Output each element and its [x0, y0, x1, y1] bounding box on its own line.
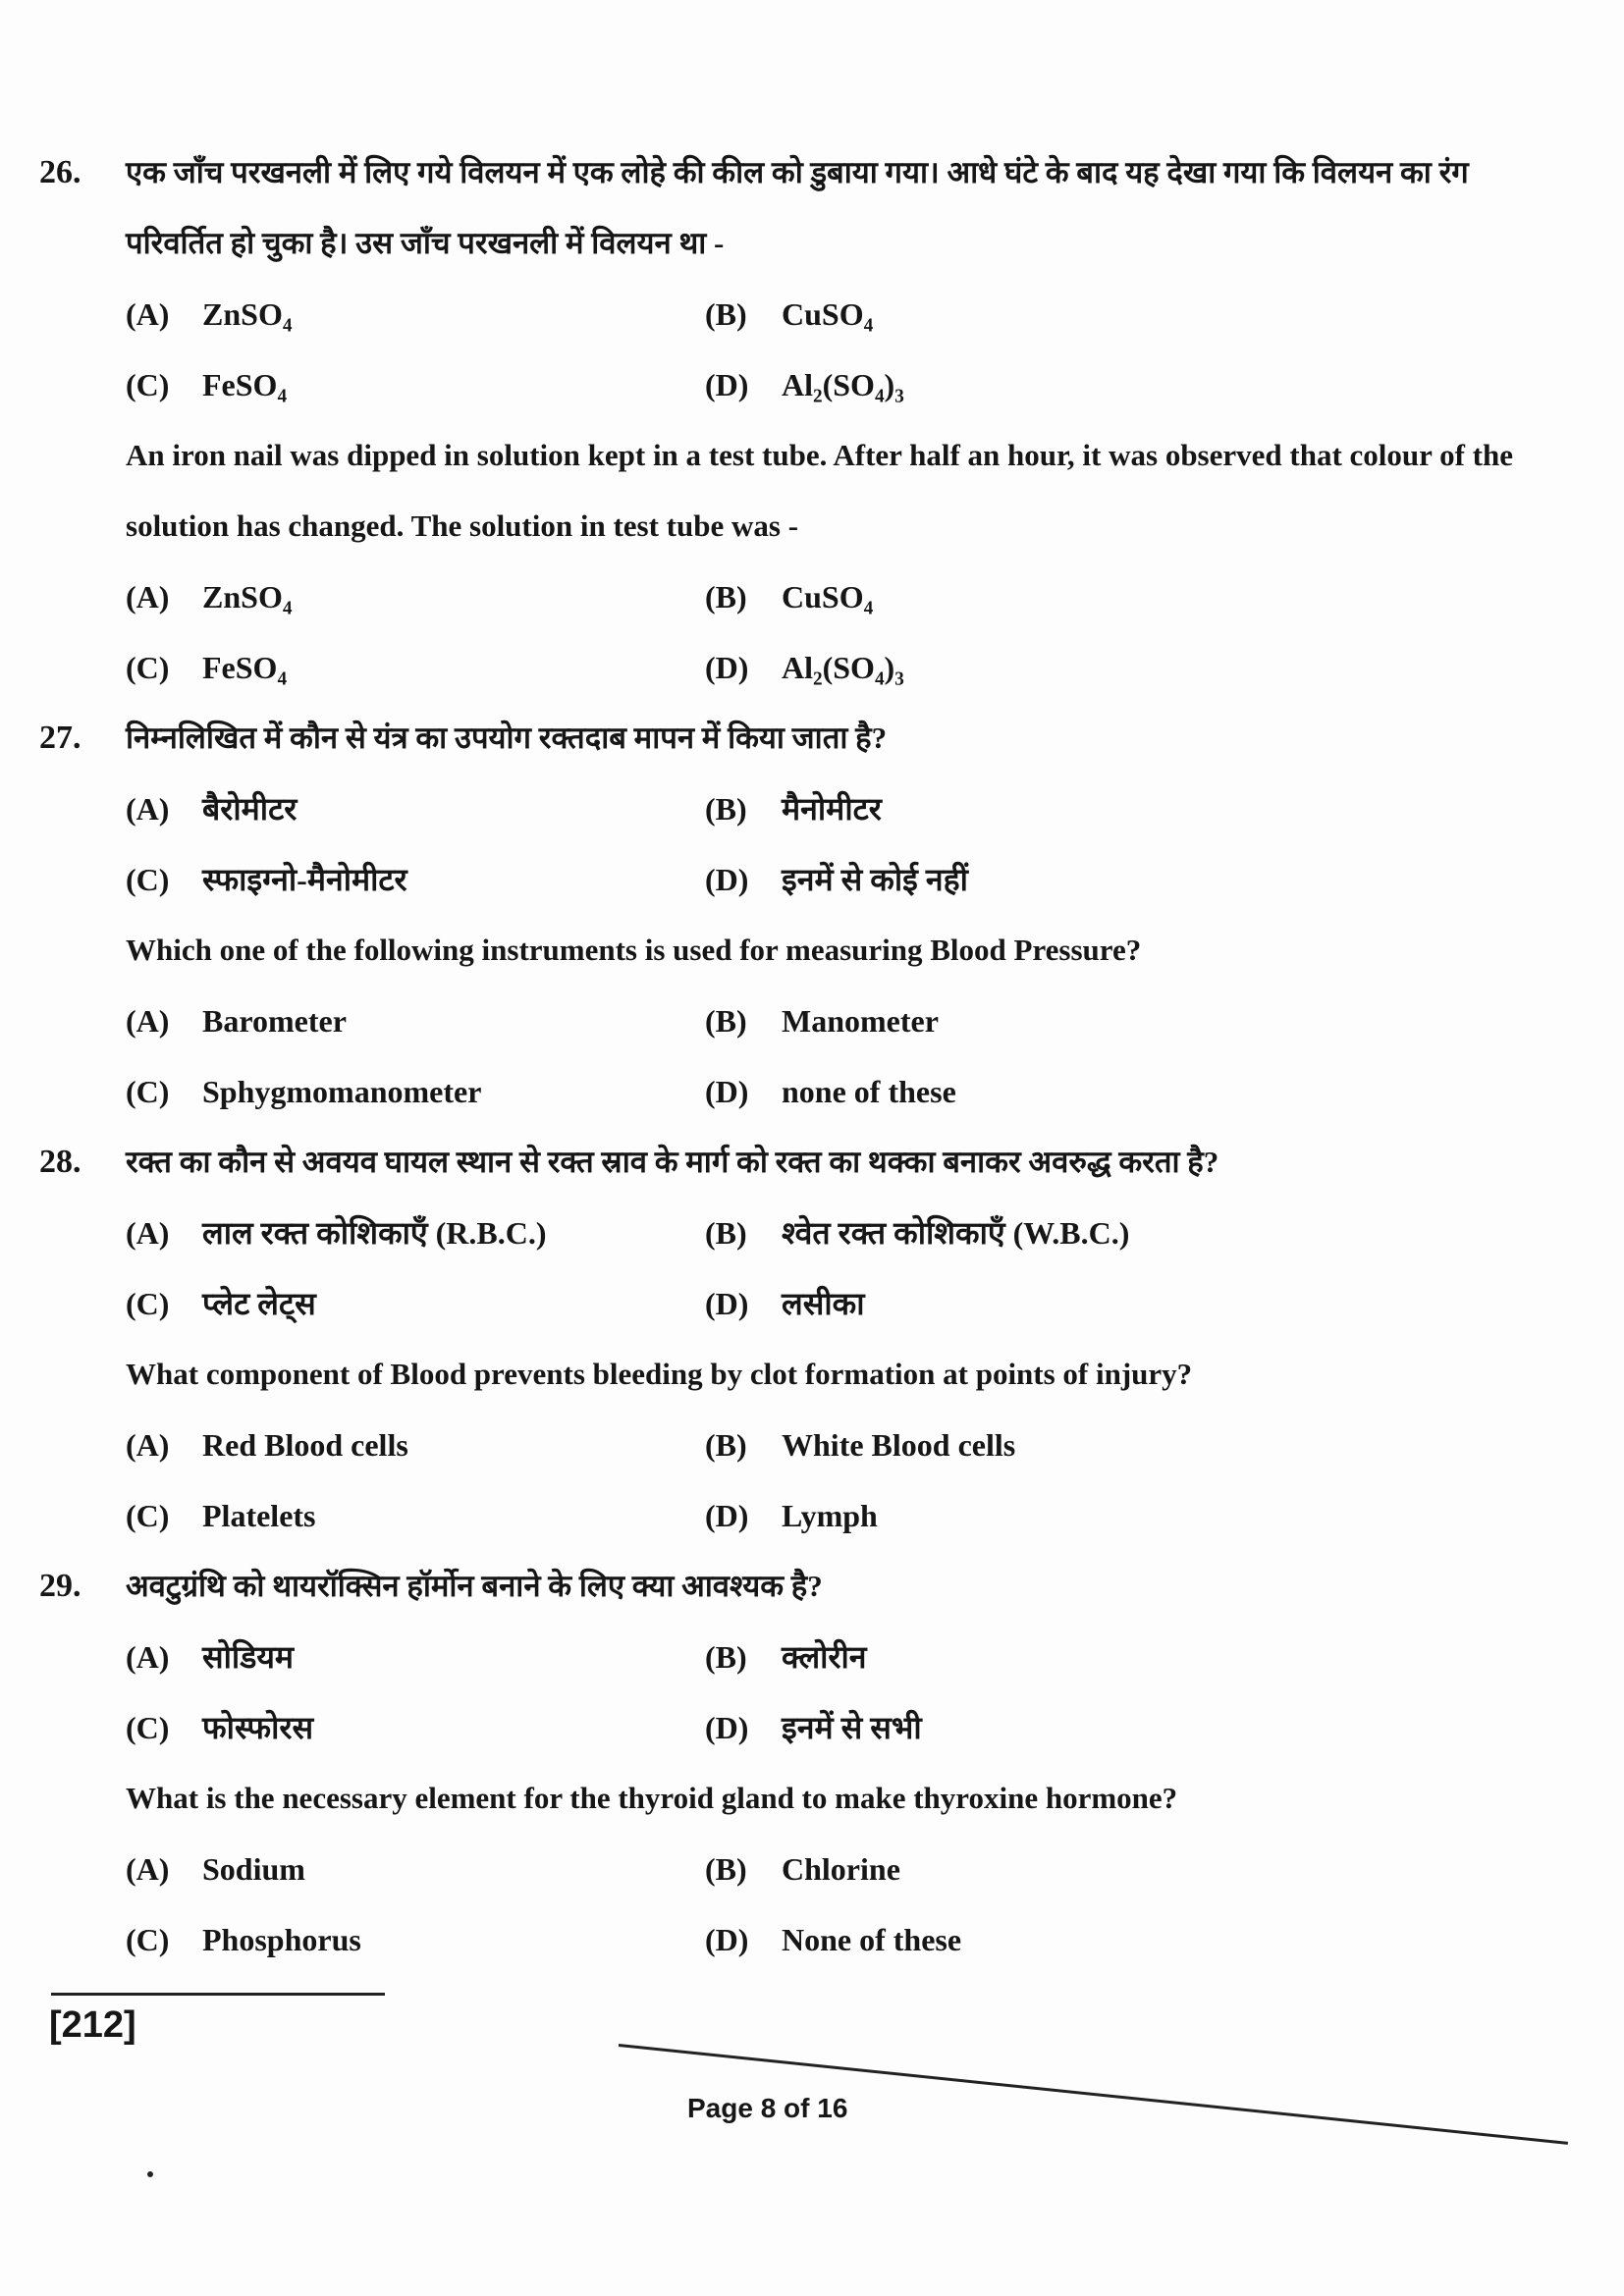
- option-text: Lymph: [782, 1498, 878, 1533]
- options-english: [126, 1834, 1536, 1975]
- option-label: (C): [126, 1498, 170, 1533]
- option-label: (A): [126, 1003, 170, 1039]
- option-text: White Blood cells: [782, 1427, 1016, 1463]
- divider-line: [51, 1993, 385, 1996]
- option-a: [126, 986, 705, 1056]
- option-d: [705, 349, 1536, 420]
- option-label: (C): [126, 1922, 170, 1957]
- option-text: फोस्फोरस: [202, 1710, 314, 1745]
- option-text: प्लेट लेट्स: [202, 1286, 316, 1321]
- page-footer: [39, 1985, 1536, 2211]
- option-label: (C): [126, 650, 170, 685]
- option-b: [705, 1834, 1536, 1904]
- option-a: [126, 1622, 705, 1692]
- option-text: बैरोमीटर: [202, 791, 298, 827]
- option-text: श्वेत रक्त कोशिकाएँ (W.B.C.): [782, 1215, 1130, 1251]
- options-hindi: [126, 774, 1536, 915]
- option-d: [705, 844, 1536, 915]
- question-text-hindi: एक जाँच परखनली में लिए गये विलयन में एक लोहे की कील को डुबाया गया। आधे घंटे के बाद यह देखा गया कि विलयन का रंग परिवर्तित हो चुका है। उस जाँच परखनली में विलयन था -: [126, 155, 1469, 260]
- option-label: (A): [126, 1639, 170, 1675]
- question-number: 27.: [39, 720, 81, 756]
- option-label: (C): [126, 367, 170, 402]
- option-c: [126, 349, 705, 420]
- option-text: Al₂(SO₄)₃: [782, 367, 904, 402]
- option-a: [126, 1410, 705, 1480]
- question-body: [126, 1127, 1536, 1551]
- option-text: none of these: [782, 1074, 956, 1109]
- option-text: Platelets: [202, 1498, 316, 1533]
- option-text: ZnSO₄: [202, 579, 293, 614]
- option-label: (C): [126, 862, 170, 897]
- option-label: (D): [705, 1498, 749, 1533]
- question-text-english: What is the necessary element for the thyroid gland to make thyroxine hormone?: [126, 1781, 1178, 1815]
- option-label: (B): [705, 791, 747, 827]
- option-label: (A): [126, 296, 170, 332]
- option-text: CuSO₄: [782, 296, 874, 332]
- question-27: [39, 703, 1536, 1127]
- option-label: (C): [126, 1074, 170, 1109]
- option-b: [705, 1622, 1536, 1692]
- question-body: [126, 1551, 1536, 1975]
- option-text: Sphygmomanometer: [202, 1074, 482, 1109]
- option-label: (A): [126, 1215, 170, 1251]
- option-label: (D): [705, 1710, 749, 1745]
- option-b: [705, 986, 1536, 1056]
- option-b: [705, 279, 1536, 349]
- question-26: [39, 137, 1536, 703]
- option-text: Red Blood cells: [202, 1427, 408, 1463]
- option-text: स्फाइग्नो-मैनोमीटर: [202, 862, 407, 897]
- question-28: [39, 1127, 1536, 1551]
- scan-mark: [147, 2171, 153, 2177]
- question-body: [126, 137, 1536, 703]
- option-label: (B): [705, 296, 747, 332]
- option-c: [126, 1056, 705, 1127]
- question-text-english: An iron nail was dipped in solution kept in a test tube. After half an hour, it was observed that colour of the solution has changed. The solution in test tube was -: [126, 438, 1513, 543]
- option-c: [126, 1692, 705, 1763]
- option-d: [705, 1480, 1536, 1551]
- option-b: [705, 561, 1536, 632]
- option-text: Al₂(SO₄)₃: [782, 650, 904, 685]
- option-c: [126, 1904, 705, 1975]
- option-label: (B): [705, 1427, 747, 1463]
- option-label: (B): [705, 1003, 747, 1039]
- option-label: (B): [705, 579, 747, 614]
- options-hindi: [126, 279, 1536, 420]
- option-label: (D): [705, 650, 749, 685]
- option-text: लसीका: [782, 1286, 865, 1321]
- options-hindi: [126, 1622, 1536, 1763]
- question-text-hindi: निम्नलिखित में कौन से यंत्र का उपयोग रक्तदाब मापन में किया जाता है?: [126, 721, 888, 755]
- page-number: Page 8 of 16: [687, 2093, 848, 2123]
- question-number: 28.: [39, 1144, 81, 1180]
- option-a: [126, 1198, 705, 1268]
- options-english: [126, 986, 1536, 1127]
- option-label: (A): [126, 579, 170, 614]
- option-label: (C): [126, 1710, 170, 1745]
- option-text: सोडियम: [202, 1639, 295, 1675]
- option-text: ZnSO₄: [202, 296, 293, 332]
- question-number: 26.: [39, 154, 81, 190]
- option-text: Manometer: [782, 1003, 939, 1039]
- option-label: (A): [126, 1427, 170, 1463]
- option-text: CuSO₄: [782, 579, 874, 614]
- option-text: Sodium: [202, 1851, 305, 1887]
- option-d: [705, 632, 1536, 703]
- question-body: [126, 703, 1536, 1127]
- option-text: Phosphorus: [202, 1922, 361, 1957]
- option-label: (D): [705, 862, 749, 897]
- option-a: [126, 1834, 705, 1904]
- option-b: [705, 774, 1536, 844]
- option-b: [705, 1198, 1536, 1268]
- option-text: इनमें से सभी: [782, 1710, 922, 1745]
- option-label: (B): [705, 1639, 747, 1675]
- option-c: [126, 844, 705, 915]
- option-text: FeSO₄: [202, 650, 288, 685]
- option-label: (D): [705, 1074, 749, 1109]
- option-label: (D): [705, 367, 749, 402]
- option-d: [705, 1904, 1536, 1975]
- option-d: [705, 1056, 1536, 1127]
- option-label: (C): [126, 1286, 170, 1321]
- option-text: इनमें से कोई नहीं: [782, 862, 968, 897]
- option-text: लाल रक्त कोशिकाएँ (R.B.C.): [202, 1215, 547, 1251]
- option-text: FeSO₄: [202, 367, 288, 402]
- paper-code: [212]: [49, 2004, 136, 2046]
- option-label: (A): [126, 791, 170, 827]
- option-c: [126, 1268, 705, 1339]
- option-text: None of these: [782, 1922, 962, 1957]
- option-a: [126, 774, 705, 844]
- option-a: [126, 561, 705, 632]
- question-29: [39, 1551, 1536, 1975]
- question-text-hindi: अवटुग्रंथि को थायरॉक्सिन हॉर्मोन बनाने के लिए क्या आवश्यक है?: [126, 1569, 823, 1603]
- option-text: Barometer: [202, 1003, 347, 1039]
- question-number: 29.: [39, 1568, 81, 1604]
- option-c: [126, 632, 705, 703]
- option-a: [126, 279, 705, 349]
- option-label: (B): [705, 1215, 747, 1251]
- option-d: [705, 1268, 1536, 1339]
- question-text-hindi: रक्त का कौन से अवयव घायल स्थान से रक्त स्राव के मार्ग को रक्त का थक्का बनाकर अवरुद्ध करता है?: [126, 1145, 1219, 1179]
- options-english: [126, 561, 1536, 703]
- question-text-english: What component of Blood prevents bleeding by clot formation at points of injury?: [126, 1357, 1193, 1391]
- option-text: मैनोमीटर: [782, 791, 882, 827]
- option-c: [126, 1480, 705, 1551]
- option-text: Chlorine: [782, 1851, 900, 1887]
- question-text-english: Which one of the following instruments is used for measuring Blood Pressure?: [126, 933, 1142, 967]
- option-label: (D): [705, 1922, 749, 1957]
- option-b: [705, 1410, 1536, 1480]
- option-label: (D): [705, 1286, 749, 1321]
- option-label: (B): [705, 1851, 747, 1887]
- option-text: क्लोरीन: [782, 1639, 867, 1675]
- option-label: (A): [126, 1851, 170, 1887]
- options-hindi: [126, 1198, 1536, 1339]
- options-english: [126, 1410, 1536, 1551]
- option-d: [705, 1692, 1536, 1763]
